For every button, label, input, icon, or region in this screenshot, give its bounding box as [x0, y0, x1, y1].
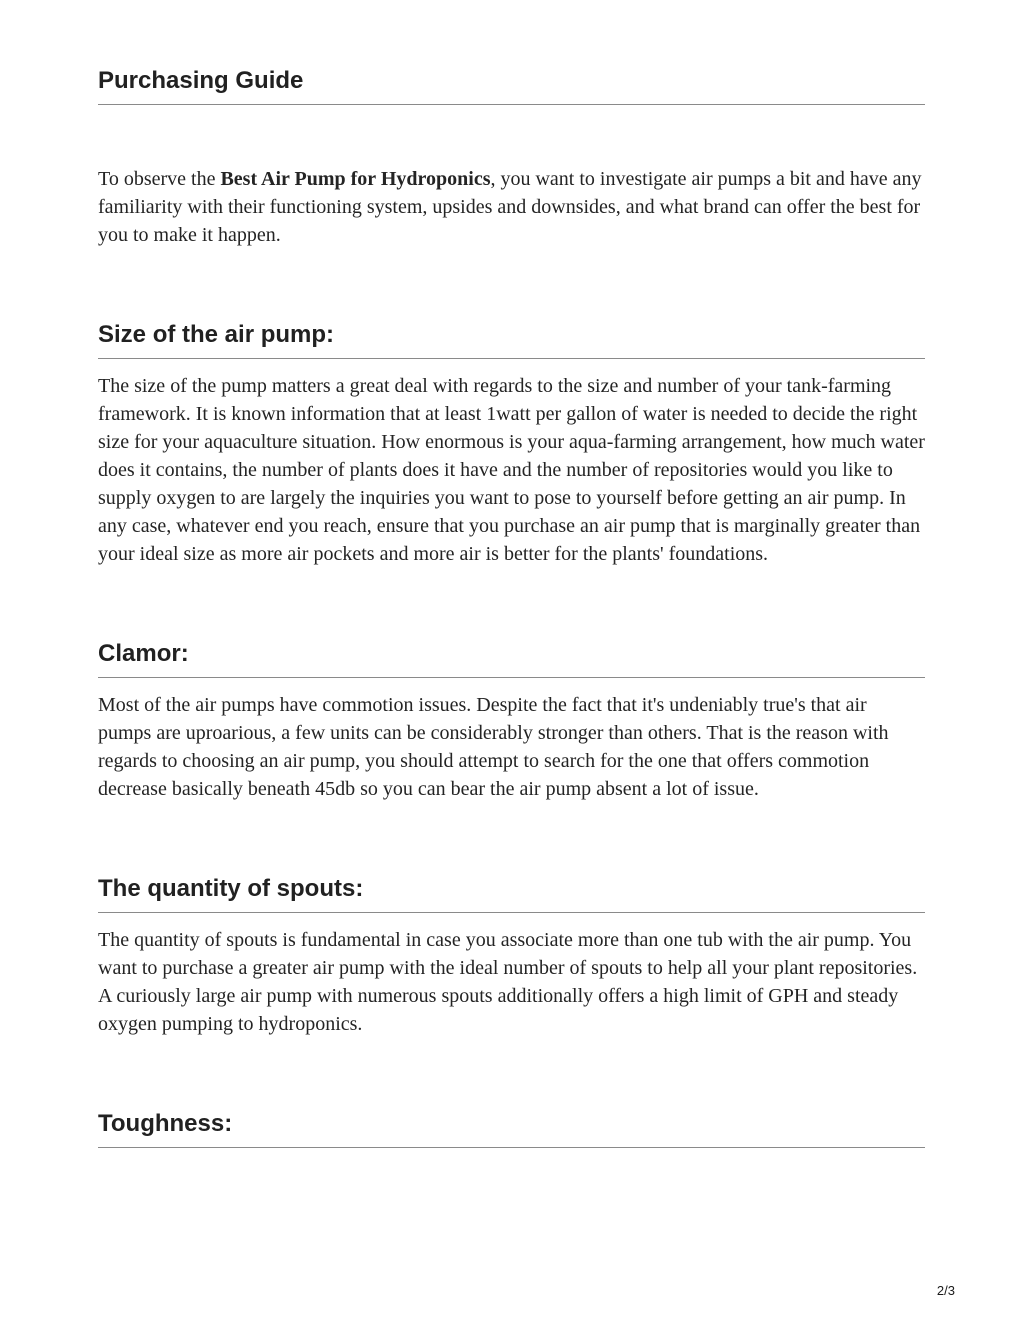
section-toughness: [98, 1110, 925, 1148]
section-body-size: The size of the pump matters a great deal with regards to the size and number of your tank-farming framework. It is known information that at least 1watt per gallon of water is needed to decide the right size for your aquaculture situation. How enormous is your aqua-farming arrangement, how much water does it contains, the number of plants does it have and the number of repositories would you like to supply oxygen to are largely the inquiries you want to pose to yourself before getting an air pump. In any case, whatever end you reach, ensure that you purchase an air pump that is marginally greater than your ideal size as more air pockets and more air is better for the plants' foundations.: [98, 375, 925, 565]
section-divider: [98, 677, 925, 678]
intro-text-suffix: , you want to investigate air pumps a bit and have any familiarity with their functioning system, upsides and downsides, and what brand can offer the best for you to make it happen.: [98, 168, 922, 246]
section-heading-spouts: The quantity of spouts:: [98, 875, 364, 902]
section-divider: [98, 1147, 925, 1148]
section-heading-toughness: Toughness:: [98, 1110, 233, 1137]
section-divider: [98, 912, 925, 913]
section-quantity-of-spouts: [98, 875, 925, 1038]
intro-paragraph: [98, 165, 925, 249]
section-body-spouts: The quantity of spouts is fundamental in case you associate more than one tub with the air pump. You want to purchase a greater air pump with the ideal number of spouts to help all your plant repositories. A curiously large air pump with numerous spouts additionally offers a high limit of GPH and steady oxygen pumping to hydroponics.: [98, 929, 918, 1035]
section-size-of-air-pump: [98, 321, 925, 568]
section-divider: [98, 358, 925, 359]
section-body-clamor: Most of the air pumps have commotion issues. Despite the fact that it's undeniably true's that air pumps are uproarious, a few units can be considerably stronger than others. That is the reason with regards to choosing an air pump, you should attempt to search for the one that offers commotion decrease basically beneath 45db so you can bear the air pump absent a lot of issue.: [98, 694, 889, 800]
bold-keyphrase: Best Air Pump for Hydroponics: [220, 168, 491, 190]
section-clamor: [98, 640, 925, 803]
section-heading-size: Size of the air pump:: [98, 321, 335, 348]
title-divider: [98, 104, 925, 105]
intro-text-prefix: To observe the: [98, 168, 221, 190]
page-number: 2/3: [936, 1283, 955, 1298]
section-heading-clamor: Clamor:: [98, 640, 189, 667]
page-title: Purchasing Guide: [98, 67, 304, 94]
